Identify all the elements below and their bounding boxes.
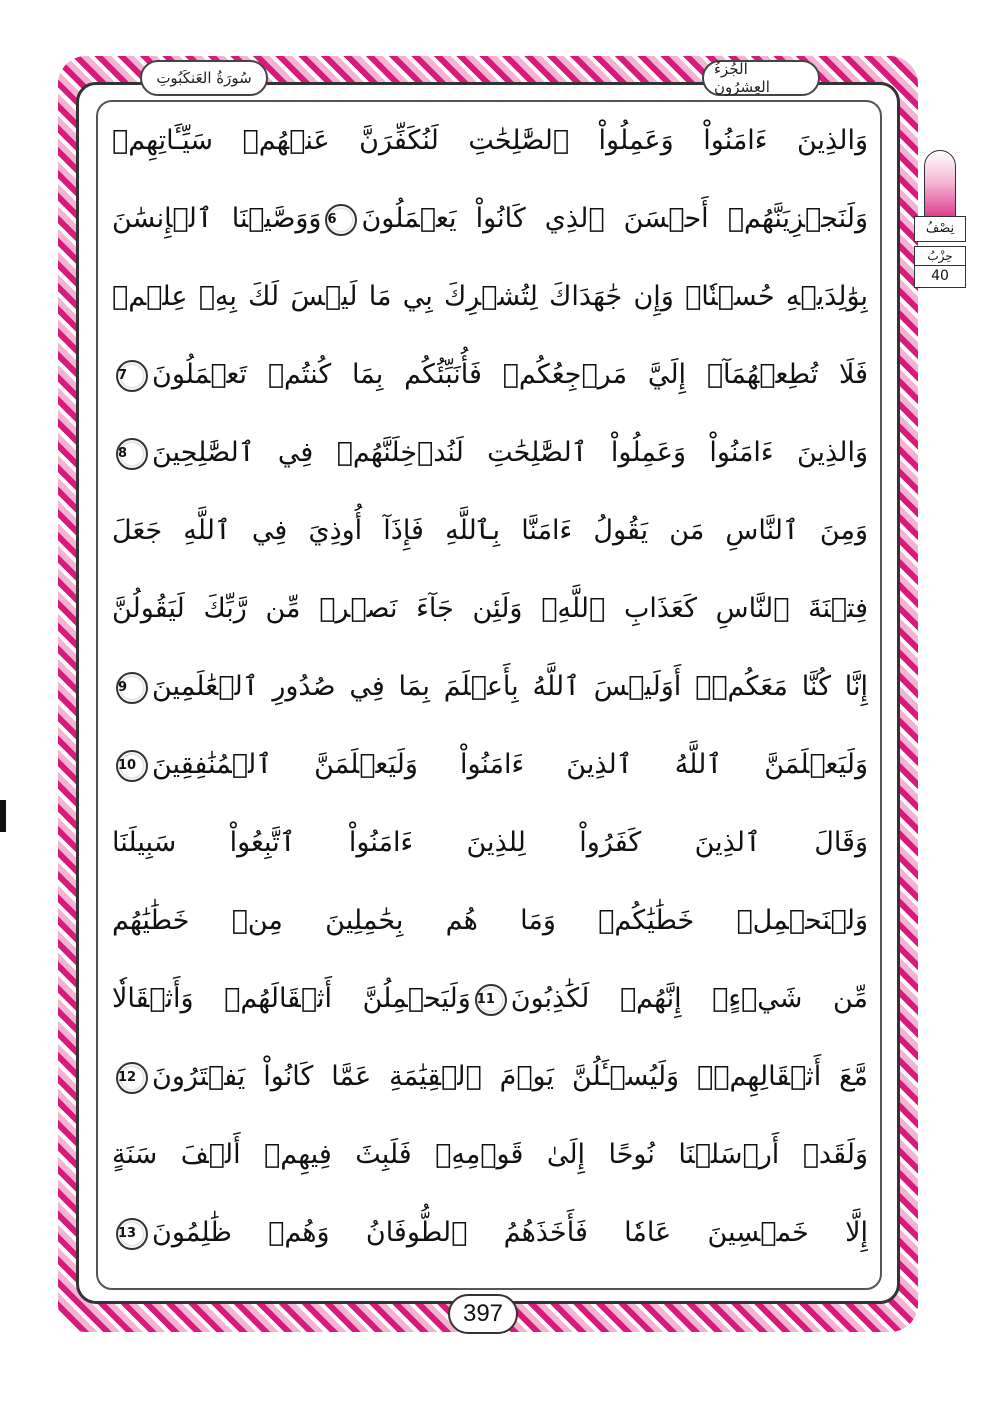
verse-text: بِوَٰلِدَيۡهِ حُسۡنٗاۖ وَإِن جَٰهَدَاكَ لِتُشۡرِكَ بِي مَا لَيۡسَ لَكَ بِهِۦ عِلۡمٞ: [112, 281, 868, 312]
page-number: 397: [448, 1294, 518, 1334]
verse-text: وَالذِينَ ءَامَنُواْ وَعَمِلُواْ ٱلصَّٰلِحَٰتِ لَنُدۡخِلَنَّهُمۡ فِي ٱلصَّٰلِحِينَ: [152, 437, 868, 468]
verse-text: وَلَيَحۡمِلُنَّ أَثۡقَالَهُمۡ وَأَثۡقَالٗا: [112, 983, 471, 1014]
verse-text: وَوَصَّيۡنَا ٱلۡإِنسَٰنَ: [112, 203, 322, 234]
verse-line-15: [112, 1202, 868, 1264]
verse-text: وَالذِينَ ءَامَنُواْ وَعَمِلُواْ ٱلصَّٰلِحَٰتِ لَنُكَفِّرَنَّ عَنۡهُمۡ سَيِّـَٔاتِهِمۡ: [112, 125, 868, 156]
verse-text: وَلۡنَحۡمِلۡ خَطَٰيَٰكُمۡ وَمَا هُم بِحَٰمِلِينَ مِنۡ خَطَٰيَٰهُم: [112, 905, 868, 936]
verse-line-6: [112, 500, 868, 562]
verse-text: إِلَّا خَمۡسِينَ عَامٗا فَأَخَذَهُمُ ٱلطُّوفَانُ وَهُمۡ ظَٰلِمُونَ: [152, 1217, 868, 1248]
verse-line-5: [112, 422, 868, 484]
ayah-marker: 8: [116, 438, 148, 470]
verse-text: وَلَنَجۡزِيَنَّهُمۡ أَحۡسَنَ ٱلذِي كَانُواْ يَعۡمَلُونَ: [361, 203, 868, 234]
half-label: نِصْفُ: [914, 216, 966, 242]
verse-text: إِنَّا كُنَّا مَعَكُمۡۚ أَوَلَيۡسَ ٱللَّهُ بِأَعۡلَمَ بِمَا فِي صُدُورِ ٱلۡعَٰلَمِينَ: [152, 671, 868, 702]
ayah-marker: 7: [116, 360, 148, 392]
hizb-box: [914, 246, 966, 288]
ayah-marker: 9: [116, 672, 148, 704]
hizb-label: حِزْبُ: [927, 249, 953, 263]
ayah-marker: 12: [116, 1062, 148, 1094]
ayah-marker: 13: [116, 1218, 148, 1250]
verse-line-13: [112, 1046, 868, 1108]
verse-text: وَقَالَ ٱلذِينَ كَفَرُواْ لِلذِينَ ءَامَنُواْ ٱتَّبِعُواْ سَبِيلَنَا: [112, 827, 868, 858]
verse-line-7: [112, 578, 868, 640]
verse-line-3: [112, 266, 868, 328]
surah-plaque: سُورَةُ العَنكَبُوتِ: [140, 60, 268, 96]
verse-line-9: [112, 734, 868, 796]
edge-mark: [0, 800, 6, 832]
verse-line-12: [112, 968, 868, 1030]
ayah-marker: 10: [116, 750, 148, 782]
verse-line-1: [112, 110, 868, 172]
verse-line-10: [112, 812, 868, 874]
ayah-marker: 6: [325, 204, 357, 236]
verse-line-14: [112, 1124, 868, 1186]
hizb-number: 40: [915, 265, 965, 286]
verse-line-2: [112, 188, 868, 250]
ayah-marker: 11: [475, 984, 507, 1016]
juz-plaque: الجُزءُ العِشرُون: [702, 60, 820, 96]
verse-text: مِّن شَيۡءٍۖ إِنَّهُمۡ لَكَٰذِبُونَ: [510, 983, 868, 1014]
verse-text: فِتۡنَةَ ٱلنَّاسِ كَعَذَابِ ٱللَّهِۖ وَلَئِن جَآءَ نَصۡرٞ مِّن رَّبِّكَ لَيَقُولُنَّ: [112, 593, 868, 624]
verse-lines: [112, 110, 868, 1280]
verse-line-4: [112, 344, 868, 406]
hizb-side-marker: [914, 150, 966, 290]
verse-text: فَلَا تُطِعۡهُمَآۚ إِلَيَّ مَرۡجِعُكُمۡ فَأُنَبِّئُكُم بِمَا كُنتُمۡ تَعۡمَلُونَ: [152, 359, 868, 390]
verse-line-8: [112, 656, 868, 718]
verse-text: وَمِنَ ٱلنَّاسِ مَن يَقُولُ ءَامَنَّا بِٱللَّهِ فَإِذَآ أُوذِيَ فِي ٱللَّهِ جَعَلَ: [112, 515, 868, 546]
verse-text: مَّعَ أَثۡقَالِهِمۡۖ وَلَيُسۡـَٔلُنَّ يَوۡمَ ٱلۡقِيَٰمَةِ عَمَّا كَانُواْ يَفۡتَرُونَ: [152, 1061, 868, 1092]
verse-line-11: [112, 890, 868, 952]
verse-text: وَلَقَدۡ أَرۡسَلۡنَا نُوحًا إِلَىٰ قَوۡمِهِۦ فَلَبِثَ فِيهِمۡ أَلۡفَ سَنَةٍ: [112, 1139, 868, 1170]
verse-text: وَلَيَعۡلَمَنَّ ٱللَّهُ ٱلذِينَ ءَامَنُواْ وَلَيَعۡلَمَنَّ ٱلۡمُنَٰفِقِينَ: [152, 749, 868, 780]
